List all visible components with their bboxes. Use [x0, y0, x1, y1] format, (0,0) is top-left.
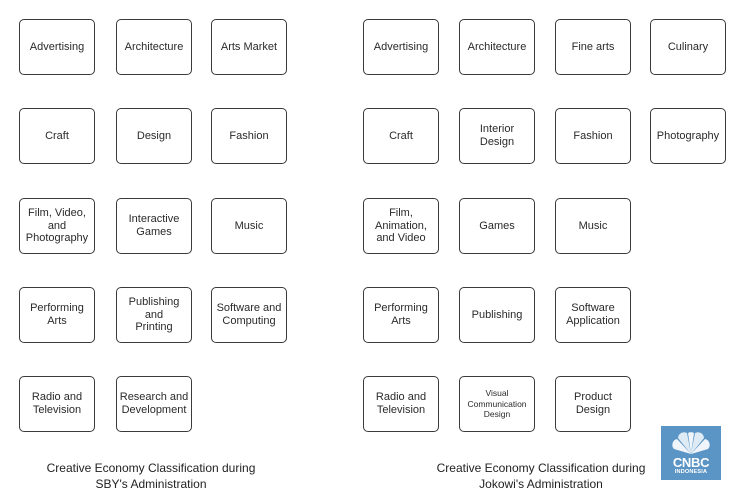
jokowi-category-advertising: Advertising: [363, 19, 439, 75]
sby-category-radio-television: Radio and Television: [19, 376, 95, 432]
sby-category-publishing-printing: Publishing and Printing: [116, 287, 192, 343]
jokowi-category-product-design: Product Design: [555, 376, 631, 432]
sby-category-craft: Craft: [19, 108, 95, 164]
jokowi-category-radio-television: Radio and Television: [363, 376, 439, 432]
jokowi-category-interior-design: Interior Design: [459, 108, 535, 164]
sby-category-research-development: Research and Development: [116, 376, 192, 432]
sby-category-music: Music: [211, 198, 287, 254]
jokowi-category-music: Music: [555, 198, 631, 254]
jokowi-category-fashion: Fashion: [555, 108, 631, 164]
logo-sub-text: INDONESIA: [674, 469, 708, 475]
sby-category-software-computing: Software and Computing: [211, 287, 287, 343]
jokowi-category-photography: Photography: [650, 108, 726, 164]
jokowi-category-software-application: Software Application: [555, 287, 631, 343]
sby-category-interactive-games: Interactive Games: [116, 198, 192, 254]
logo-brand-text: CNBC: [672, 455, 710, 470]
cnbc-indonesia-logo: [661, 426, 721, 480]
jokowi-category-publishing: Publishing: [459, 287, 535, 343]
sby-category-architecture: Architecture: [116, 19, 192, 75]
jokowi-classification-caption: Creative Economy Classification during Jokowi's Administration: [436, 461, 646, 491]
jokowi-category-visual-communication-design: Visual Communication Design: [459, 376, 535, 432]
jokowi-category-games: Games: [459, 198, 535, 254]
sby-category-design: Design: [116, 108, 192, 164]
jokowi-category-fine-arts: Fine arts: [555, 19, 631, 75]
sby-category-performing-arts: Performing Arts: [19, 287, 95, 343]
jokowi-category-craft: Craft: [363, 108, 439, 164]
sby-category-advertising: Advertising: [19, 19, 95, 75]
sby-category-fashion: Fashion: [211, 108, 287, 164]
jokowi-category-performing-arts: Performing Arts: [363, 287, 439, 343]
sby-classification-caption: Creative Economy Classification during SBY's Administration: [46, 461, 256, 491]
sby-category-arts-market: Arts Market: [211, 19, 287, 75]
jokowi-category-architecture: Architecture: [459, 19, 535, 75]
jokowi-category-film-animation-video: Film, Animation, and Video: [363, 198, 439, 254]
sby-category-film-video-photography: Film, Video, and Photography: [19, 198, 95, 254]
jokowi-category-culinary: Culinary: [650, 19, 726, 75]
